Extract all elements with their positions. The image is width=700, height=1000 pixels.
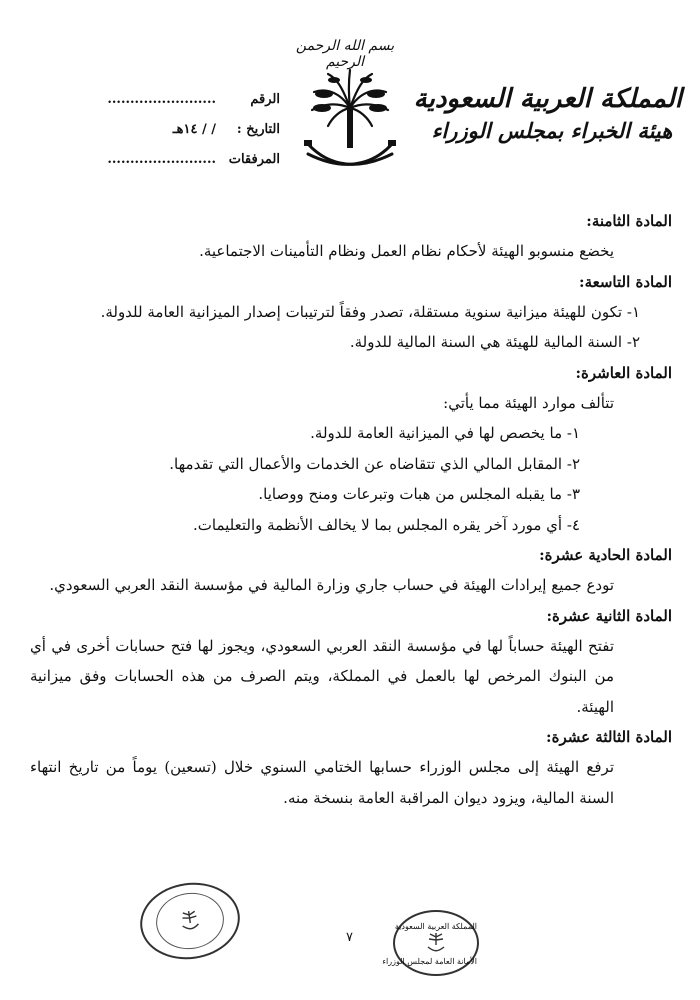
article-paragraph: تفتح الهيئة حساباً لها في مؤسسة النقد العربي السعودي، ويجوز لها فتح حسابات أخرى في أي من البنوك المرخص لها بالعمل في المملكة، ويتم الصرف من هذه الحسابات وفق ميزانية الهيئة. bbox=[30, 636, 614, 716]
article-item: ٤- أي مورد آخر يقره المجلس بما لا يخالف الأنظمة والتعليمات. bbox=[192, 515, 580, 534]
country-name: المملكة العربية السعودية bbox=[413, 84, 682, 114]
stamp-emblem-icon bbox=[178, 907, 201, 932]
article-intro: تتألف موارد الهيئة مما يأتي: bbox=[443, 393, 614, 412]
attachments-label: المرفقات bbox=[228, 151, 280, 167]
document-meta bbox=[40, 84, 280, 174]
date-value: / / ١٤هـ bbox=[172, 121, 216, 137]
page-number: ٧ bbox=[346, 930, 353, 945]
stamp-text: المملكة العربية السعودية bbox=[394, 922, 477, 931]
article-item: ٢- السنة المالية للهيئة هي السنة المالية للدولة. bbox=[349, 333, 640, 351]
saudi-emblem-icon bbox=[300, 70, 400, 180]
article-title: المادة العاشرة: bbox=[575, 363, 672, 382]
number-row bbox=[40, 84, 280, 114]
date-label: التاريخ : bbox=[236, 121, 280, 137]
article-title: المادة التاسعة: bbox=[579, 272, 672, 291]
article-item: ٣- ما يقبله المجلس من هبات وتبرعات ومنح ووصايا. bbox=[258, 485, 580, 503]
article-title: المادة الحادية عشرة: bbox=[539, 546, 672, 564]
basmala: بسم الله الرحمن الرحيم bbox=[295, 38, 395, 70]
number-value: ........................ bbox=[107, 91, 216, 107]
date-row bbox=[40, 114, 280, 144]
attachments-row bbox=[40, 144, 280, 174]
article-item: ٢- المقابل المالي الذي تتقاضاه عن الخدمات والأعمال التي تقدمها. bbox=[169, 454, 580, 473]
organization-header bbox=[413, 82, 682, 146]
article-item: ١- ما يخصص لها في الميزانية العامة للدولة. bbox=[310, 424, 580, 442]
article-title: المادة الثانية عشرة: bbox=[546, 606, 672, 625]
authority-name: هيئة الخبراء بمجلس الوزراء bbox=[431, 118, 673, 143]
article-title: المادة الثالثة عشرة: bbox=[546, 728, 672, 746]
circular-stamp-right bbox=[382, 910, 479, 976]
article-paragraph: ترفع الهيئة إلى مجلس الوزراء حسابها الختامي السنوي خلال (تسعين) يوماً من تاريخ انتهاء السنة المالية، ويزود ديوان المراقبة العامة بنسخة منه. bbox=[30, 758, 614, 807]
article-item: ١- تكون للهيئة ميزانية سنوية مستقلة، تصدر وفقاً لترتيبات إصدار الميزانية العامة للدولة. bbox=[100, 302, 640, 321]
number-label: الرقم bbox=[250, 91, 280, 107]
document-body bbox=[30, 206, 672, 813]
article-paragraph: يخضع منسوبو الهيئة لأحكام نظام العمل ونظام التأمينات الاجتماعية. bbox=[199, 242, 614, 260]
article-title: المادة الثامنة: bbox=[586, 212, 672, 230]
stamp-emblem-icon bbox=[426, 931, 446, 953]
circular-stamp-left bbox=[135, 876, 245, 965]
attachments-value: ........................ bbox=[107, 151, 216, 167]
stamp-subtext: الأمانة العامة لمجلس الوزراء bbox=[382, 957, 477, 966]
article-paragraph: تودع جميع إيرادات الهيئة في حساب جاري وزارة المالية في مؤسسة النقد العربي السعودي. bbox=[49, 576, 614, 594]
